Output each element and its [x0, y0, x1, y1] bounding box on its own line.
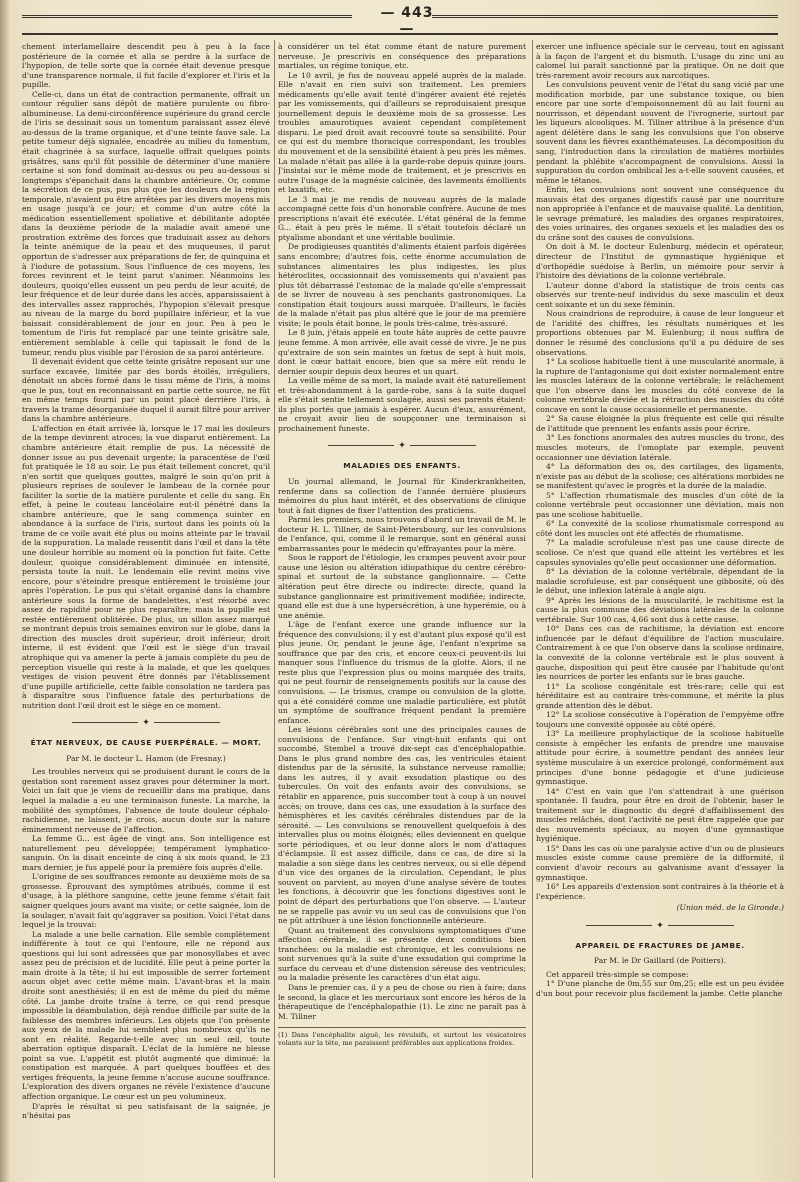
paragraph: La malade a une belle carnation. Elle semble complètement indifférente à tout ce qui l'entoure, elle ne répond aux questions qui lui sont adressées que par monosyllabes et avec assez peu de précision et de lucidité. Elle peut à peine porter la main droite à la tête; il lui est impossible de serrer fortement aucun objet avec cette même main. L'avant-bras et la main droite sont anesthésiés; il en est de même du pied du même côté. La jambe droite traîne à terre, ce qui rend presque impossible la déambulation, déjà rendue difficile par suite de la faiblesse des membres inférieurs. Les objets que l'on présente aux yeux de la malade lui semblent plus nombreux qu'ils ne sont en réalité. Regarde-t-elle avec un seul œil, toute aberration optique disparaît. L'éclat de la lumière ne blesse point sa vue. L'appétit est plutôt augmenté que diminué: la constipation est marquée. A part quelques bouffées et des vertiges fréquents, la jeune femme n'accuse aucune souffrance. L'exploration des divers organes ne révèle l'existence d'aucune affection organique. Le cœur est un peu volumineux.: [22, 929, 270, 1101]
paragraph: Le 3 mai je me rendis de nouveau auprès de la malade accompagné cette fois d'un honorable confrère. Aucune de mes prescriptions n'avait été exécutée. L'état général de la femme G... était à peu près le même. Il s'était toutefois déclaré un ptyalisme abondant et une véritable boulimie.: [278, 194, 526, 242]
byline: Par M. le Dr Gaillard (de Poitiers).: [593, 956, 727, 966]
section-ornament: ✦: [22, 718, 270, 728]
top-rule: [22, 33, 778, 35]
column-2: [278, 42, 526, 1178]
page-number: — 443 —: [380, 5, 434, 37]
section-title: MALADIES DES ENFANTS.: [343, 461, 461, 471]
paragraph: Le 10 avril, je fus de nouveau appelé auprès de la malade. Elle n'avait en rien suivi son traitement. Les premiers médicaments qu'elle avait tenté d'ingérer avaient été rejetés par les vomissements, qui d'ailleurs se reproduisaient presque journellement depuis le deuxième mois de sa grossesse. Les troubles amaurotiques avaient cependant complètement disparu. Le pied droit avait recouvré toute sa sensibilité. Pour ce qui est du membre thoracique correspondant, les troubles du mouvement et de la sensibilité étaient à peu près les mêmes. La malade n'était pas allée à la garde-robe depuis quinze jours. J'insistai sur le même mode de traitement, et je prescrivis en outre l'usage de la magnésie calcinée, des lavements émollients et laxatifs, etc.: [278, 70, 526, 195]
paragraph: Sous le rapport de l'étiologie, les crampes peuvent avoir pour cause une lésion ou altération idiopathique du centre cérébro-spinal et surtout de la substance ganglionnaire. — Cette altération peut être directe ou indirecte: directe, quand la substance ganglionnaire est primitivement modifiée; indirecte, quand elle est due à une hypersécrétion, à une hyperémie, ou à une anémie.: [278, 553, 526, 620]
paragraph: Cet appareil très-simple se compose:: [546, 969, 689, 979]
header-rule-left: [22, 15, 352, 18]
source-citation: (Union méd. de la Gironde.): [676, 903, 784, 913]
section-title: APPAREIL DE FRACTURES DE JAMBE.: [575, 940, 745, 950]
column-1: [22, 42, 270, 1178]
paragraph: Parmi les premiers, nous trouvons d'abord un travail de M. le docteur H. L. Tillner, de Saint-Pétersbourg, sur les convulsions de l'enfance, qui, comme il le remarque, sont en général aussi embarrassantes pour le médecin qu'effrayantes pour la mère.: [278, 515, 526, 553]
paragraph: Nous craindrions de reproduire, à cause de leur longueur et de l'aridité des chiffres, les résultats numériques et les proportions obtenues par M. Eulenburg; il nous suffira de donner le résumé des conclusions qu'il a pu déduire de ses observations.: [536, 309, 784, 357]
paragraph: L'auteur donne d'abord la statistique de trois cents cas observés sur trente-neuf individus du sexe masculin et deux cent soixante et un du sexe féminin.: [536, 280, 784, 309]
list-item: 16° Les appareils d'extension sont contraires à la théorie et à l'expérience.: [536, 882, 784, 901]
list-item: 8° La déviation de la colonne vertébrale, dépendant de la maladie scrofuleuse, est par conséquent une gibbosité, où dès le début, une inflexion latérale à angle aigu.: [536, 567, 784, 596]
column-3: [536, 42, 784, 1178]
paragraph: Un journal allemand, le Journal für Kinderkrankheiten, renferme dans sa collection de l'année dernière plusieurs mémoires du plus haut intérêt, et des observations de clinique tout à fait dignes de fixer l'attention des praticiens.: [278, 476, 526, 515]
paragraph: Celle-ci, dans un état de contraction permanente, offrait un contour régulier sans dépôt de matière purulente ou fibro-albumineuse. La demi-circonférence supérieure du grand cercle de l'iris se dessinait sous un tomentum paraissant assez élevé au-dessus de la trame organique, et d'une teinte fauve sale. La petite tumeur déjà signalée, encadrée au milieu du tomentum, était chagrinée à sa surface, laquelle offrait quelques points grisâtres, sans qu'il fût possible de déterminer d'une manière certaine si son fond dominait au-dessus ou peu au-dessous si longtemps s'épanchait dans la chambre antérieure. Or, comme la sécrétion de ce pus, pus plus que les douleurs de la région temporale, n'avaient pu être arrêtées par les divers moyens mis en usage jusqu'à ce jour; et comme d'un autre côté la médication essentiellement spoliative et débilitante adoptée dans la deuxième période de la maladie avait amené une prostration extrême des forces que traduisait assez au dehors la teinte anémique de la peau et des muqueuses, il parut opportun de s'adresser aux préparations de fer, de quinquina et à l'iodure de potassium. Sous l'influence de ces moyens, les forces revinrent et le teint parut s'animer. Néanmoins les douleurs, quoiqu'elles eussent un peu perdu de leur acuité, de leur fréquence et de leur durée dans les accès, apparaissaient à des intervalles assez rapprochés, l'hypopion s'élevait presque au niveau de la marge du bord pupillaire inférieur, et la vue baissait considérablement de jour en jour. Peu à peu le tomentum de l'iris fut remplacé par une teinte grisâtre sale, entièrement semblable à celle qui tapissait le fond de la tumeur, rendu plus visible par l'érosion de sa paroi antérieure.: [22, 89, 270, 357]
list-item: 3° Les fonctions anormales des autres muscles du tronc, des muscles moteurs, de l'omoplate par exemple, peuvent occasionner une déviation latérale.: [536, 433, 784, 462]
paragraph: D'après le résultat si peu satisfaisant de la saignée, je n'hésitai pas: [22, 1101, 270, 1121]
paragraph: L'origine de ses souffrances remonte au deuxième mois de sa grossesse. Éprouvant des symptômes atribués, comme il est d'usage, à la pléthore sanguine, cette jeune femme s'était fait saigner quelques jours avant ma visite; or cette saignée, loin de la soulager, n'avait fait qu'aggraver sa position. Voici l'état dans lequel je la trouvai:: [22, 872, 270, 930]
paragraph: Quant au traitement des convulsions symptomatiques d'une affection cérébrale, il se présente deux conditions bien tranchées: ou la maladie est chronique, et les convulsions ne sont survenues qu'à la suite d'une exsudation qui comprime la surface du cerveau et d'une distension séreuse des ventricules; ou la maladie présente les caractères d'un état aigu.: [278, 925, 526, 983]
list-item: 5° L'affection rhumatismale des muscles d'un côté de la colonne vertébrale peut occasionner une déviation, mais non pas une scoliose habituelle.: [536, 490, 784, 519]
paragraph: La veille même de sa mort, la malade avait été naturellement et très-abondamment à la garde-robe, sans à la suite duquel elle s'était sentie tellement soulagée, aussi ses parents étaient-ils plus portés que jamais à espérer. Aucun d'eux, assurément, ne croyait avoir lieu de soupçonner une terminaison si prochainement funeste.: [278, 376, 526, 433]
list-item: 13° La meilleure prophylactique de la scoliose habituelle consiste à empêcher les enfants de prendre une mauvaise attitude pour écrire, à soumettre pendant des années leur système musculaire à un exercice prolongé, conformément aux principes d'une bonne pédagogie et d'une judicieuse gymnastique.: [536, 729, 784, 787]
section-ornament: ✦: [278, 441, 526, 451]
paragraph: De prodigieuses quantités d'aliments étaient parfois digérées sans encombre; d'autres fois, cette énorme accumulation de substances alimentaires les plus indigestes, les plus hétéroclites, occasionnait des vomissements qui n'avaient pas plus tôt débarrassé l'estomac de la malade qu'elle s'empressait de se livrer de nouveau à ses penchants gastronomiques. La constipation était toujours aussi marquée. D'ailleurs, le faciès de la malade n'était pas plus altéré que le jour de ma première visite; le pouls était bonne, le pouls très-calme, très-assuré.: [278, 242, 526, 328]
section-title: ÉTAT NERVEUX, DE CAUSE PUERPÉRALE. — MORT.: [30, 738, 262, 748]
paragraph: Les convulsions peuvent venir de l'état du sang vicié par une modification morbide, par une substance toxique, ou bien encore par une sorte d'empoisonnement dû au lait fourni au nourrisson, et dépendant souvent de l'ivrognerie, surtout par les liqueurs alcooliques. M. Tillner attribue à la présence d'un agent délétère dans le sang les convulsions que l'on observe souvent dans les fièvres exanthémateuses. La décomposition du sang, l'introduction dans la circulation de matières morbides pendant la phlébite s'accompagnent de convulsions. Aussi la suppuration du cordon ombilical les a-t-elle souvent causées, et même le tétanos.: [536, 80, 784, 185]
page-edge-shadow: [0, 0, 10, 1182]
list-item: 2° Sa cause éloignée la plus fréquente est celle qui résulte de l'attitude que prennent les enfants assis pour écrire.: [536, 414, 784, 433]
header-rule-right: [432, 15, 778, 18]
list-item: 4° La déformation des os, des cartilages, des ligaments, n'existe pas au début de la scoliose; ces altérations morbides ne se manifestent qu'avec le progrès et la durée de la maladie.: [536, 462, 784, 491]
paragraph: 1° D'une planche de 0m,55 sur 0m,25; elle est un peu évidée d'un bout pour recevoir plus facilement la jambe. Cette planche: [536, 979, 784, 998]
list-item: 14° C'est en vain que l'on s'attendrait à une guérison spontanée. Il faudra, pour être en droit de l'obtenir, baser le traitement sur le diagnostic du degré d'affaiblissement des muscles relâchés, dont l'activité ne peut être rappelée que par des mouvements spéciaux, au moyen d'une gymnastique hygiénique.: [536, 786, 784, 844]
list-item: 9° Après les lésions de la muscularité, le rachitisme est la cause la plus commune des déviations latérales de la colonne vertébrale. Sur 100 cas, 4,66 sont dus à cette cause.: [536, 595, 784, 624]
paragraph: L'affection en était arrivée là, lorsque le 17 mai les douleurs de la tempe devinrent atroces; la vue disparut entièrement. La chambre antérieure était remplie de pus. La nécessité de donner issue au pus devenait urgente; la paracentèse de l'œil fut pratiquée le 18 au soir. Le pus était tellement concret, qu'il n'en sortit que quelques gouttes, malgré le soin qu'on prit à plusieurs reprises de soulever le lambeau de la cornée pour faciliter la sortie de la matière purulente et celle du sang. En effet, à peine le couteau lancéolaire eut-il pénétré dans la chambre antérieure, que le sang commença suinter en abondance à la surface de l'iris, surtout dans les points où la trame de ce voile avait été plus ou moins atteinte par le travail de la suppuration. La malade ressentit dans l'œil et dans la tête une douleur horrible au moment où la ponction fut faite. Cette douleur, quoique considérablement diminuée en intensité, persista toute la nuit. Le lendemain elle revint moins vive encore, pour s'éteindre presque entièrement le troisième jour après l'opération. Le pus qui s'était organisé dans la chambre antérieure sous la forme de bandelettes, s'est résorbé avec assez de rapidité pour ne plus reparaître; mais la pupille est restée entièrement oblitérée. De plus, un sillon assez marqué se montrant depuis trois semaines environ sur le globe, dans la direction des muscles droit supérieur, droit inférieur, droit interne, il est évident que l'œil est le siège d'un travail atrophique qui va amener la perte à jamais complète du peu de perception visuelle qui reste à la malade, et que les quelques vestiges de vision peuvent être donnés par l'établissement d'une pupille artificielle, cette faible consolation ne tardera pas à disparaître sous l'influence fatale des perturbations de nutrition dont l'œil droit est le siège en ce moment.: [22, 423, 270, 710]
list-item: 7° La maladie scrofuleuse n'est pas une cause directe de scoliose. Ce n'est que quand elle atteint les vertèbres et les capsules synoviales qu'elle peut occasionner une déformation.: [536, 538, 784, 567]
paragraph: chement interlamellaire descendit peu à peu à la face postérieure de la cornée et alla se perdre à la surface de l'hypopion, de telle sorte que la cornée était devenue presque d'une transparence normale, il fut facile d'explorer et l'iris et la pupille.: [22, 42, 270, 90]
section-ornament: ✦: [536, 921, 784, 931]
footnote: (1) Dans l'encéphalite aiguë, les révulsifs, et surtout les vésicatoires volants sur la tête, me paraissent préférables aux applications froides.: [278, 1027, 526, 1047]
paragraph: On doit à M. le docteur Eulenburg, médecin et opérateur, directeur de l'Institut de gymnastique hygiénique et d'orthopédie suédoise à Berlin, un mémoire pour servir à l'histoire des déviations de la colonne vertébrale.: [536, 242, 784, 281]
page-header: [22, 3, 778, 37]
paragraph: Enfin, les convulsions sont souvent une conséquence du mauvais état des organes digestifs causé par une nourriture non appropriée à l'enfance et de mauvaise qualité. La dentition, le sevrage prématuré, les maladies des organes respiratoires, des voies urinaires, des organes sexuels et les maladies des os du crâne sont des causes de convulsions.: [536, 185, 784, 242]
paragraph: Il devenait évident que cette teinte grisâtre reposant sur une surface excavée, limitée par des bords étoilés, irréguliers, dénotait un abcès formé dans le tissu même de l'iris, à moins que le pus, tout en reconnaissant en partie cette source, ne fût en même temps fourni par un point placé derrière l'iris, à travers la trame désorganisée duquel il aurait filtré pour arriver dans la chambre antérieure.: [22, 357, 270, 424]
list-item: 10° Dans ces cas de rachitisme, la déviation est encore influencée par le défaut d'équilibre de l'action musculaire. Contrairement à ce que l'on observe dans la scoliose ordinaire, la convexité de la colonne vertébrale est le plus souvent à gauche, disposition qui peut être causée par l'habitude qu'ont les nourrices de porter les enfants sur le bras gauche.: [536, 624, 784, 682]
list-item: 6° La convexité de la scoliose rhumatismale correspond au côté dont les muscles ont été affectés de rhumatisme.: [536, 519, 784, 538]
list-item: 11° La scoliose congénitale est très-rare; celle qui est héréditaire est au contraire très-commune, et mérite la plus grande attention dès le début.: [536, 681, 784, 710]
paragraph: exercer une influence spéciale sur le cerveau, tout en agissant à la façon de l'argent et du bismuth. L'usage du zinc uni au calomel lui paraît sanctionné par la pratique. On ne doit que très-rarement avoir recours aux narcotiques.: [536, 42, 784, 80]
list-item: 1° La scoliose habituelle tient à une muscularité anormale, à la rupture de l'antagonisme qui doit exister normalement entre les muscles latéraux de la colonne vertébrale; le relâchement que l'on observe dans les muscles du côté convexe de la colonne vertébrale déviée et la rétraction des muscles du côté concave en sont la cause occasionnelle et permanente.: [536, 357, 784, 414]
paragraph: Le 8 juin, j'étais appelé en toute hâte auprès de cette pauvre jeune femme. A mon arrivée, elle avait cessé de vivre. Je ne pus qu'extraire de son sein maintes un fœtus de sept à huit mois, dont le cœur battait encore, bien que sa mère eût rendu le dernier soupir depuis deux heures et un quart.: [278, 328, 526, 376]
byline: Par M. le docteur L. Hamon (de Fresnay.): [66, 753, 226, 763]
paragraph: L'âge de l'enfant exerce une grande influence sur la fréquence des convulsions; il y est d'autant plus exposé qu'il est plus jeune. Or, pendant le jeune âge, l'enfant n'exprime sa souffrance que par des cris, et encore ceux-ci peuvent-ils lui manquer sous l'influence du trismus de la glotte. Alors, il ne reste plus que l'expression plus ou moins marquée des traits, qui ne peut fournir de renseignements positifs sur la cause des convulsions. — Le trismus, crampe ou convulsion de la glotte, qui a été considéré comme une maladie particulière, est plutôt un symptôme de souffrance fréquent pendant la première enfance.: [278, 620, 526, 725]
column-divider: [274, 40, 275, 1178]
column-divider: [532, 40, 533, 1178]
paragraph: Les troubles nerveux qui se produisent durant le cours de la gestation sont rarement assez graves pour déterminer la mort. Voici un fait que je viens de recueillir dans ma pratique, dans lequel la maladie a eu une terminaison funeste. La marche, la mobilité des symptômes, l'absence de toute douleur céphalo-rachidienne, ne laissent, je crois, aucun doute sur la nature éminemment nerveuse de l'affection.: [22, 767, 270, 834]
paragraph: La femme G... est âgée de vingt ans. Son intelligence est naturellement peu développée; tempérament lymphatico-sanguin. On la disait enceinte de cinq à six mois quand, le 23 mars dernier, je fus appelé pour la première fois auprès d'elle.: [22, 834, 270, 872]
paragraph: à considérer un tel état comme étant de nature purement nerveuse. Je prescrivis en conséquence des préparations martiales, un régime tonique, etc.: [278, 42, 526, 71]
list-item: 12° La scoliose consécutive à l'opération de l'empyème offre toujours une convexité opposée au côté opéré.: [536, 710, 784, 729]
list-item: 15° Dans les cas où une paralysie active d'un ou de plusieurs muscles existe comme cause première de la difformité, il convient d'avoir recours au galvanisme avant d'essayer la gymnastique.: [536, 843, 784, 882]
paragraph: Les lésions cérébrales sont une des principales causes de convulsions de l'enfance. Sur vingt-huit enfants qui ont succombé, Stembel a trouvé dix-sept cas d'encéphalopathie. Dans le plus grand nombre des cas, les ventricules étaient distendus par de la sérosité, la substance nerveuse ramollie; dans les autres, il y avait exsudation plastique ou des tubercules. On voit des enfants avoir des convulsions, se rétablir en apparence, puis succomber tout à coup à un nouvel accès; on trouve, dans ces cas, une exsudation à la surface des hémisphères et les cavités cérébrales distendues par de la sérosité. — Les convulsions se renouvellent quelquefois à des intervalles plus ou moins éloignés; elles deviennent en quelque sorte périodiques, et ou leur donne alors le nom d'attaques d'éclampsie. Il est assez difficile, dans ce cas, de dire si la maladie a son siège dans les centres nerveux, ou si elle dépend d'un vice des organes de la circulation. Cependant, le plus souvent on parvient, au moyen d'une analyse sévère de toutes les fonctions, à découvrir que les fonctions digestives sont le point de départ des perturbations que l'on observe. — L'auteur ne se rappelle pas avoir vu un seul cas de convulsions que l'on ne pût attribuer à une lésion fonctionnelle antérieure.: [278, 725, 526, 926]
paragraph: Dans le premier cas, il y a peu de chose ou rien à faire; dans le second, la glace et les mercuriaux sont encore les héros de la thérapeutique de l'encéphalopathie (1). Le zinc ne paraît pas à M. Tillner: [278, 982, 526, 1021]
